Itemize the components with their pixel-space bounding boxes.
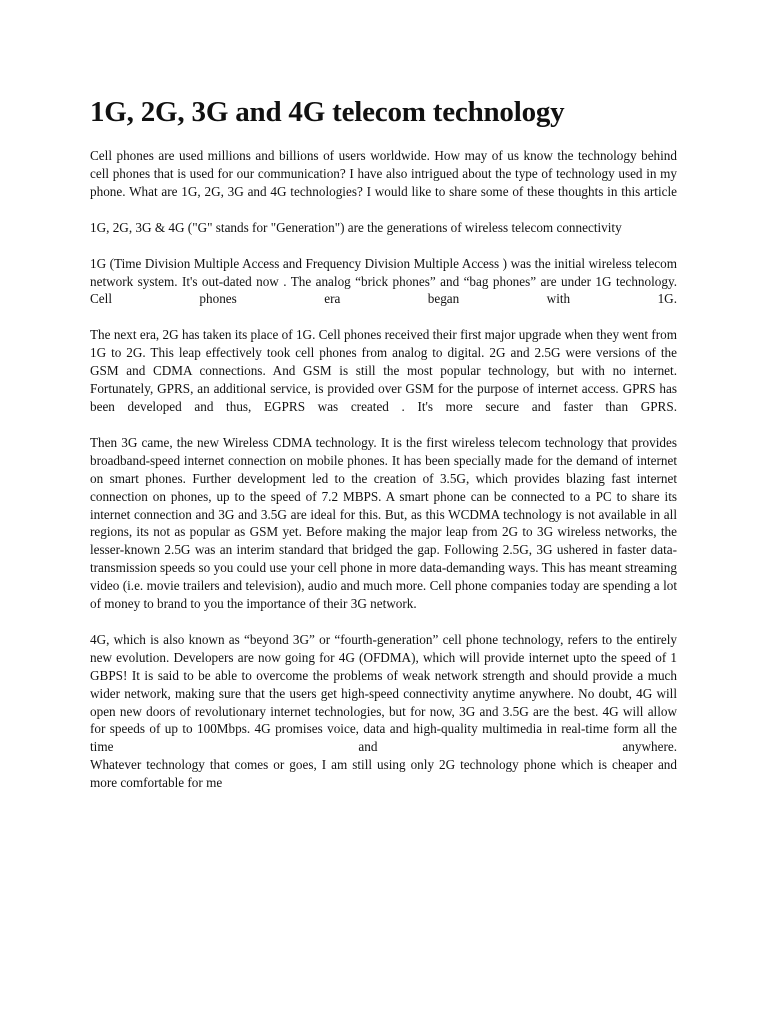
paragraph-4g: 4G, which is also known as “beyond 3G” or “fourth-generation” cell phone technology, refers to the entirely new evolution. Developers are now going for 4G (OFDMA), which will provide internet upto the speed of 1 GBPS! It is said to be able to overcome the problems of weak network strength and should provide a much wider network, making sure that the users get high-speed connectivity anytime anywhere. No doubt, 4G will open new doors of revolutionary internet technologies, but for now, 3G and 3.5G are the best. 4G will allow for speeds of up to 100Mbps. 4G promises voice, data and high-quality multimedia in real-time form all the time and anywhere. <box>90 631 677 755</box>
document-title: 1G, 2G, 3G and 4G telecom technology <box>90 96 565 128</box>
document-body <box>90 147 677 810</box>
paragraph-intro: Cell phones are used millions and billions of users worldwide. How may of us know the technology behind cell phones that is used for our communication? I have also intrigued about the type of technology used in my phone. What are 1G, 2G, 3G and 4G technologies? I would like to share some of these thoughts in this article <box>90 148 677 199</box>
paragraph-2g: The next era, 2G has taken its place of 1G. Cell phones received their first major upgrade when they went from 1G to 2G. This leap effectively took cell phones from analog to digital. 2G and 2.5G were versions of the GSM and CDMA connections. And GSM is still the most popular technology, but with no internet. Fortunately, GPRS, an additional service, is provided over GSM for the purpose of internet access. GPRS has been developed and thus, EGPRS was created . It's more secure and faster than GPRS. <box>90 327 677 414</box>
paragraph-generations: 1G, 2G, 3G & 4G ("G" stands for "Generation") are the generations of wireless telecom connectivity <box>90 219 622 235</box>
paragraph-1g: 1G (Time Division Multiple Access and Frequency Division Multiple Access ) was the initial wireless telecom network system. It's out-dated now . The analog “brick phones” and “bag phones” are under 1G technology. Cell phones era began with 1G. <box>90 255 677 307</box>
paragraph-3g: Then 3G came, the new Wireless CDMA technology. It is the first wireless telecom technology that provides broadband-speed internet connection on mobile phones. It has been specially made for the demand of internet on smart phones. Further development led to the creation of 3.5G, which provides blazing fast internet connection on phones, up to the speed of 7.2 MBPS. A smart phone can be connected to a PC to share its internet connection and 3G and 3.5G are ideal for this. But, as this WCDMA technology is not available in all regions, its not as popular as GSM yet. Before making the major leap from 2G to 3G wireless networks, the lesser-known 2.5G was an interim standard that bridged the gap. Following 2.5G, 3G ushered in faster data-transmission speeds so you could use your cell phone in more data-demanding ways. This has meant streaming video (i.e. movie trailers and television), audio and much more. Cell phone companies today are spending a lot of money to brand to you the importance of their 3G network. <box>90 434 677 612</box>
paragraph-conclusion: Whatever technology that comes or goes, I am still using only 2G technology phone which is cheaper and more comfortable for me <box>90 757 677 791</box>
